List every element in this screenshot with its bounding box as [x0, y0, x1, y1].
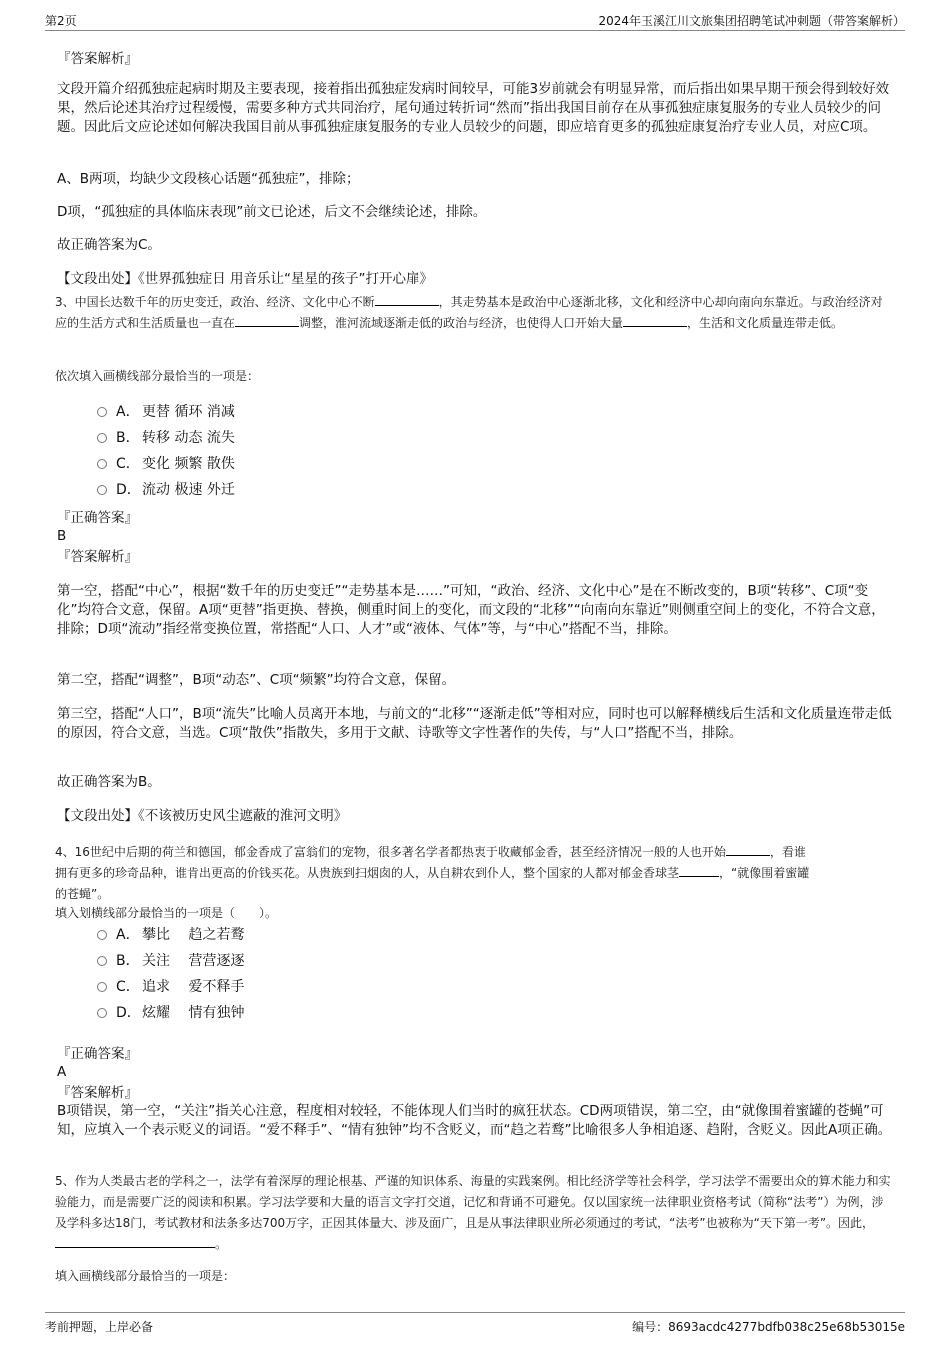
q2-analysis-title: 『答案解析』: [57, 51, 138, 67]
q3-analysis-title: 『答案解析』: [57, 549, 138, 565]
q4-option-c[interactable]: C． 追求 爱不释手: [97, 977, 244, 997]
q3-stem: 3、中国长达数千年的历史变迁，政治、经济、文化中心不断 ，其走势基本是政治中心逐渐北移，文化和经济中心却向南向东靠近。与政治经济对应的生活方式和生活质量也一直在 调整，淮河流域逐渐走低的政治与经济，也使得人口开始大量 ，生活和文化质量连带走低。: [55, 295, 883, 330]
q3-analysis-p3: 第三空，搭配“人口”，B项“流失”比喻人员离开本地，与前文的“北移”“逐渐走低”等相对应，同时也可以解释横线后生活和文化质量连带走低的原因，符合文意，当选。C项“散佚”指散失，多用于文献、诗歌等文字性著作的失传，与“人口”搭配不当，排除。: [57, 706, 892, 741]
q3-option-c[interactable]: C． 变化 频繁 散佚: [97, 454, 235, 474]
q3-option-a[interactable]: A． 更替 循环 消减: [97, 402, 235, 422]
page-footer: [45, 1312, 905, 1337]
q4-correct-title: 『正确答案』: [57, 1046, 138, 1062]
blank-1: [375, 293, 439, 306]
radio-icon[interactable]: [97, 485, 107, 495]
document-title: 2024年玉溪江川文旅集团招聘笔试冲刺题（带答案解析）: [598, 14, 905, 28]
q3-option-d[interactable]: D．流动 极速 外迁: [97, 480, 235, 500]
q3-analysis-p2: 第二空，搭配“调整”，B项“动态”、C项“频繁”均符合文意，保留。: [57, 672, 456, 688]
q4-prompt: 填入划横线部分最恰当的一项是（ ）。: [55, 906, 278, 920]
q3-option-b[interactable]: B． 转移 动态 流失: [97, 428, 235, 448]
blank-2: [679, 864, 719, 877]
q4-analysis-title: 『答案解析』: [57, 1085, 138, 1101]
footer-slogan: 考前押题，上岸必备: [45, 1320, 154, 1334]
q3-analysis-p4: 故正确答案为B。: [57, 774, 161, 790]
q4-analysis: B项错误，第一空，“关注”指关心注意，程度相对较轻，不能体现人们当时的疯狂状态。CD两项错误，第二空，由“就像围着蜜罐的苍蝇”可知，应填入一个表示贬义的词语。“爱不释手”、“情有独钟”均不含贬义，而“趋之若鹜”比喻很多人争相追逐、趋附，含贬义。因此A项正确。: [57, 1103, 892, 1138]
q5-prompt: 填入画横线部分最恰当的一项是：: [55, 1269, 236, 1283]
q2-analysis-p2: A、B两项，均缺少文段核心话题“孤独症”，排除；: [57, 171, 360, 187]
radio-icon[interactable]: [97, 407, 107, 417]
q2-analysis-p4: 故正确答案为C。: [57, 237, 161, 253]
blank-1: [726, 843, 770, 856]
radio-icon[interactable]: [97, 459, 107, 469]
radio-icon[interactable]: [97, 930, 107, 940]
blank-2: [235, 314, 299, 327]
q4-option-b[interactable]: B． 关注 营营逐逐: [97, 951, 244, 971]
radio-icon[interactable]: [97, 956, 107, 966]
q3-correct-title: 『正确答案』: [57, 510, 138, 526]
radio-icon[interactable]: [97, 433, 107, 443]
radio-icon[interactable]: [97, 982, 107, 992]
q3-correct-answer: B: [57, 528, 67, 544]
q3-source: 【文段出处】《不该被历史风尘遮蔽的淮河文明》: [57, 808, 348, 824]
q4-option-d[interactable]: D．炫耀 情有独钟: [97, 1003, 244, 1023]
q2-analysis-p1: 文段开篇介绍孤独症起病时期及主要表现，接着指出孤独症发病时间较早，可能3岁前就会有明显异常，而后指出如果早期干预会得到较好效果，然后论述其治疗过程缓慢，需要多种方式共同治疗，尾句通过转折词“然而”指出我国目前存在从事孤独症康复服务的专业人员较少的问题。因此后文应论述如何解决我国目前从事孤独症康复服务的专业人员较少的问题，即应培育更多的孤独症康复治疗专业人员，对应C项。: [57, 81, 890, 135]
radio-icon[interactable]: [97, 1008, 107, 1018]
q3-analysis-p1: 第一空，搭配“中心”，根据“数千年的历史变迁”“走势基本是……”可知，“政治、经济、文化中心”是在不断改变的，B项“转移”、C项“变化”均符合文意，保留。A项“更替”指更换、替换，侧重时间上的变化，而文段的“北移”“向南向东靠近”则侧重空间上的变化，不符合文意，排除；D项“流动”指经常变换位置，常搭配“人口、人才”或“液体、气体”等，与“中心”搭配不当，排除。: [57, 583, 885, 637]
document-id: 编号：8693acdc4277bdfb038c25e68b53015e: [632, 1320, 905, 1334]
q2-source: 【文段出处】《世界孤独症日 用音乐让“星星的孩子”打开心扉》: [57, 271, 434, 287]
q2-analysis-p3: D项，“孤独症的具体临床表现”前文已论述，后文不会继续论述，排除。: [57, 204, 487, 220]
page-number: 第2页: [45, 14, 77, 28]
blank-1: [55, 1235, 215, 1248]
q4-stem: 4、16世纪中后期的荷兰和德国，郁金香成了富翁们的宠物，很多著名学者都热衷于收藏郁金香，甚至经济情况一般的人也开始 ，看谁 拥有更多的珍奇品种，谁肯出更高的价钱买花。从贵族到扫烟囱的人，从自耕农到仆人，整个国家的人都对郁金香球茎 ，“就像围着蜜罐 的苍蝇”。: [55, 845, 810, 901]
q4-correct-answer: A: [57, 1064, 67, 1080]
q5-stem: 5、作为人类最古老的学科之一，法学有着深厚的理论根基、严谨的知识体系、海量的实践案例。相比经济学等社会科学，学习法学不需要出众的算术能力和实验能力，而是需要广泛的阅读和积累。学习法学要和大量的语言文字打交道，记忆和背诵不可避免。仅以国家统一法律职业资格考试（简称“法考”）为例，涉及学科多达18门，考试教材和法条多达700万字，正因其体量大、涉及面广，且是从事法律职业所必须通过的考试，“法考”也被称为“天下第一考”。因此，。: [55, 1174, 891, 1251]
q4-option-a[interactable]: A． 攀比 趋之若鹜: [97, 925, 244, 945]
blank-3: [623, 314, 687, 327]
page-header: [45, 10, 905, 31]
q3-prompt: 依次填入画横线部分最恰当的一项是：: [55, 369, 260, 383]
